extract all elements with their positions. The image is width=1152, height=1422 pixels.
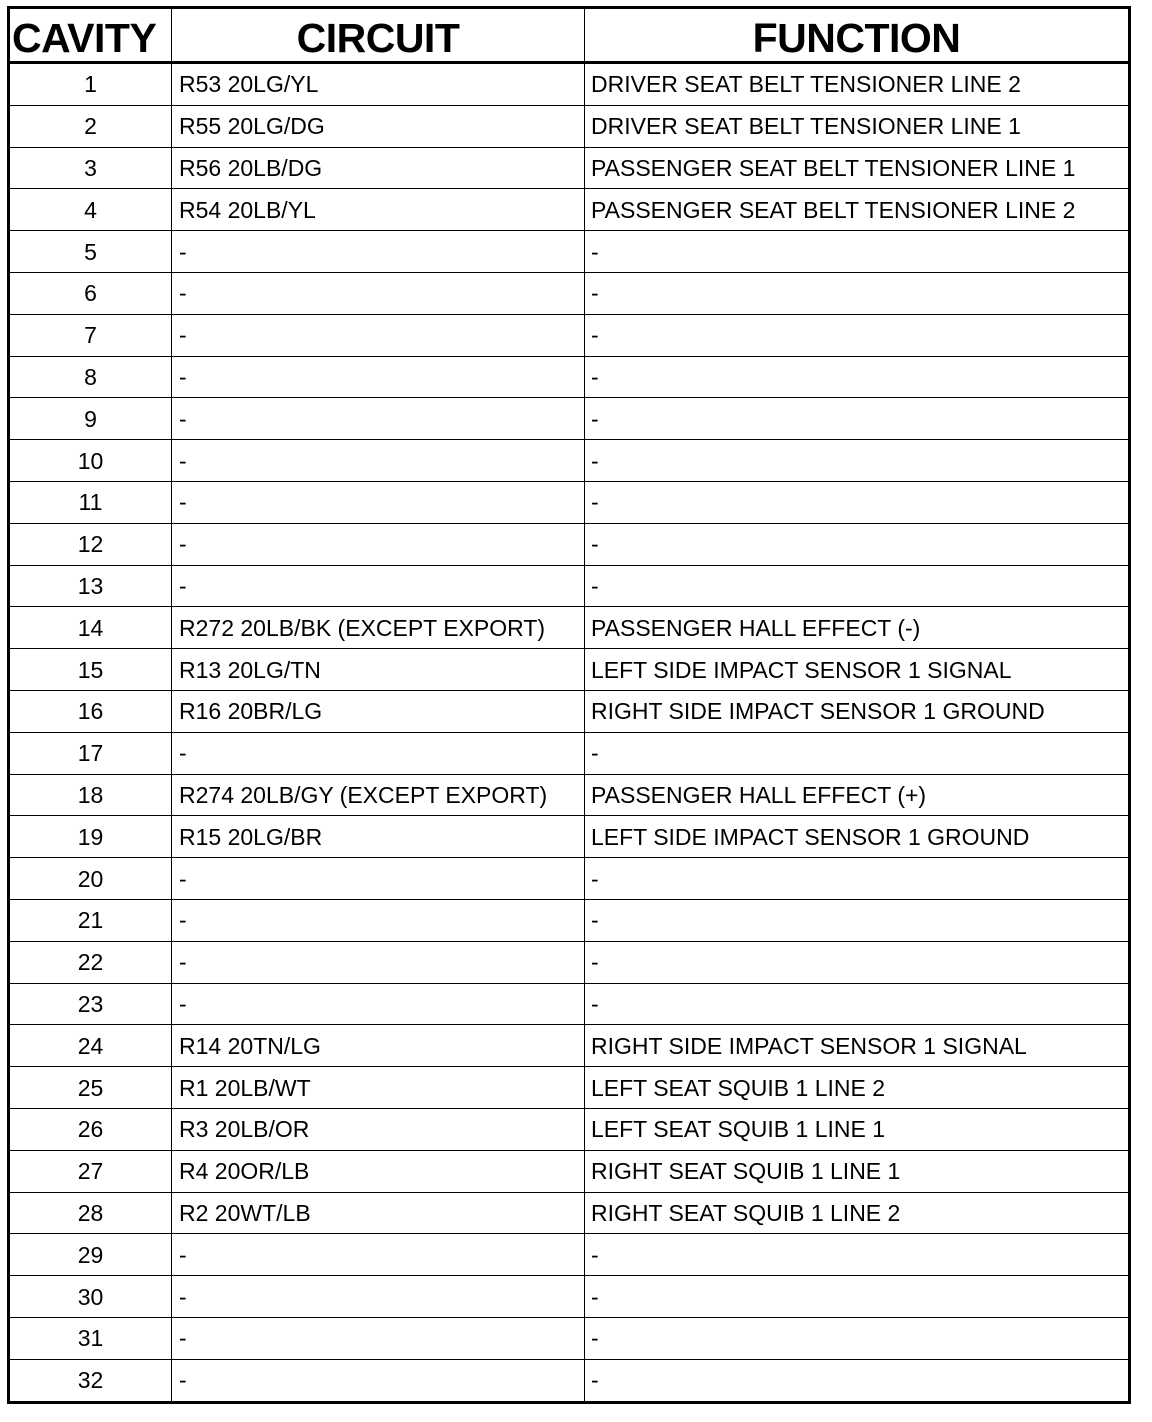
header-row [9,8,1130,63]
table-row [9,147,1130,189]
cavity-cell: 17 [9,732,172,774]
cavity-cell: 5 [9,231,172,273]
function-cell: LEFT SEAT SQUIB 1 LINE 2 [585,1067,1130,1109]
table-row [9,1150,1130,1192]
cavity-cell: 21 [9,899,172,941]
function-cell: - [585,858,1130,900]
circuit-cell: - [172,356,585,398]
circuit-cell: R274 20LB/GY (EXCEPT EXPORT) [172,774,585,816]
table-header [9,8,1130,63]
cavity-cell: 20 [9,858,172,900]
circuit-cell: R13 20LG/TN [172,649,585,691]
function-cell: PASSENGER HALL EFFECT (-) [585,607,1130,649]
table-row [9,1067,1130,1109]
circuit-cell: R2 20WT/LB [172,1192,585,1234]
circuit-cell: R55 20LG/DG [172,105,585,147]
table-row [9,440,1130,482]
cavity-cell: 6 [9,272,172,314]
function-cell: - [585,1359,1130,1402]
cavity-cell: 29 [9,1234,172,1276]
table-row [9,1234,1130,1276]
function-cell: RIGHT SEAT SQUIB 1 LINE 2 [585,1192,1130,1234]
table-row [9,816,1130,858]
cavity-cell: 25 [9,1067,172,1109]
table-row [9,523,1130,565]
table-row [9,1192,1130,1234]
cavity-cell: 10 [9,440,172,482]
cavity-cell: 13 [9,565,172,607]
circuit-cell: R54 20LB/YL [172,189,585,231]
cavity-cell: 12 [9,523,172,565]
cavity-cell: 26 [9,1108,172,1150]
function-cell: - [585,481,1130,523]
circuit-cell: - [172,565,585,607]
cavity-cell: 16 [9,690,172,732]
function-cell: - [585,983,1130,1025]
cavity-cell: 19 [9,816,172,858]
function-cell: DRIVER SEAT BELT TENSIONER LINE 2 [585,63,1130,106]
function-cell: PASSENGER SEAT BELT TENSIONER LINE 2 [585,189,1130,231]
table-row [9,356,1130,398]
table-row [9,481,1130,523]
circuit-cell: - [172,231,585,273]
function-cell: - [585,314,1130,356]
circuit-cell: - [172,941,585,983]
table-row [9,1359,1130,1402]
circuit-cell: - [172,1359,585,1402]
circuit-cell: - [172,440,585,482]
cavity-cell: 27 [9,1150,172,1192]
function-cell: - [585,398,1130,440]
cavity-cell: 23 [9,983,172,1025]
circuit-cell: R16 20BR/LG [172,690,585,732]
cavity-cell: 18 [9,774,172,816]
function-cell: - [585,941,1130,983]
table-row [9,983,1130,1025]
cavity-cell: 4 [9,189,172,231]
function-cell: - [585,356,1130,398]
cavity-cell: 8 [9,356,172,398]
circuit-cell: R53 20LG/YL [172,63,585,106]
function-cell: - [585,899,1130,941]
circuit-cell: - [172,983,585,1025]
table-row [9,690,1130,732]
function-cell: - [585,231,1130,273]
function-cell: - [585,732,1130,774]
table-row [9,607,1130,649]
circuit-cell: - [172,272,585,314]
table-row [9,272,1130,314]
function-cell: DRIVER SEAT BELT TENSIONER LINE 1 [585,105,1130,147]
table-row [9,1276,1130,1318]
function-cell: RIGHT SIDE IMPACT SENSOR 1 GROUND [585,690,1130,732]
table-row [9,649,1130,691]
circuit-cell: R4 20OR/LB [172,1150,585,1192]
function-cell: LEFT SIDE IMPACT SENSOR 1 GROUND [585,816,1130,858]
circuit-cell: - [172,398,585,440]
circuit-cell: R56 20LB/DG [172,147,585,189]
function-cell: - [585,1276,1130,1318]
circuit-cell: - [172,732,585,774]
table-row [9,732,1130,774]
circuit-cell: R14 20TN/LG [172,1025,585,1067]
cavity-cell: 9 [9,398,172,440]
table-row [9,314,1130,356]
function-cell: PASSENGER HALL EFFECT (+) [585,774,1130,816]
header-circuit: CIRCUIT [172,8,585,63]
cavity-cell: 11 [9,481,172,523]
cavity-cell: 24 [9,1025,172,1067]
circuit-cell: R3 20LB/OR [172,1108,585,1150]
table-row [9,1317,1130,1359]
cavity-cell: 14 [9,607,172,649]
function-cell: - [585,440,1130,482]
function-cell: LEFT SEAT SQUIB 1 LINE 1 [585,1108,1130,1150]
cavity-cell: 28 [9,1192,172,1234]
circuit-cell: - [172,523,585,565]
header-function: FUNCTION [585,8,1130,63]
function-cell: RIGHT SIDE IMPACT SENSOR 1 SIGNAL [585,1025,1130,1067]
table-row [9,105,1130,147]
circuit-cell: - [172,314,585,356]
cavity-cell: 32 [9,1359,172,1402]
function-cell: - [585,523,1130,565]
circuit-cell: R272 20LB/BK (EXCEPT EXPORT) [172,607,585,649]
cavity-cell: 2 [9,105,172,147]
table-row [9,231,1130,273]
function-cell: - [585,1234,1130,1276]
cavity-cell: 1 [9,63,172,106]
table-row [9,63,1130,106]
cavity-cell: 22 [9,941,172,983]
function-cell: - [585,565,1130,607]
cavity-cell: 15 [9,649,172,691]
circuit-cell: - [172,1234,585,1276]
circuit-cell: R1 20LB/WT [172,1067,585,1109]
circuit-cell: - [172,481,585,523]
cavity-cell: 30 [9,1276,172,1318]
table-row [9,858,1130,900]
cavity-cell: 31 [9,1317,172,1359]
connector-pinout-table [7,6,1131,1404]
function-cell: - [585,1317,1130,1359]
table-row [9,1025,1130,1067]
table-row [9,899,1130,941]
function-cell: RIGHT SEAT SQUIB 1 LINE 1 [585,1150,1130,1192]
cavity-cell: 3 [9,147,172,189]
circuit-cell: - [172,899,585,941]
function-cell: - [585,272,1130,314]
table-row [9,774,1130,816]
header-cavity: CAVITY [9,8,172,63]
table-row [9,398,1130,440]
function-cell: LEFT SIDE IMPACT SENSOR 1 SIGNAL [585,649,1130,691]
table-row [9,941,1130,983]
circuit-cell: R15 20LG/BR [172,816,585,858]
function-cell: PASSENGER SEAT BELT TENSIONER LINE 1 [585,147,1130,189]
circuit-cell: - [172,858,585,900]
table-row [9,189,1130,231]
table-body [9,63,1130,1403]
circuit-cell: - [172,1276,585,1318]
table-row [9,565,1130,607]
cavity-cell: 7 [9,314,172,356]
table-row [9,1108,1130,1150]
circuit-cell: - [172,1317,585,1359]
